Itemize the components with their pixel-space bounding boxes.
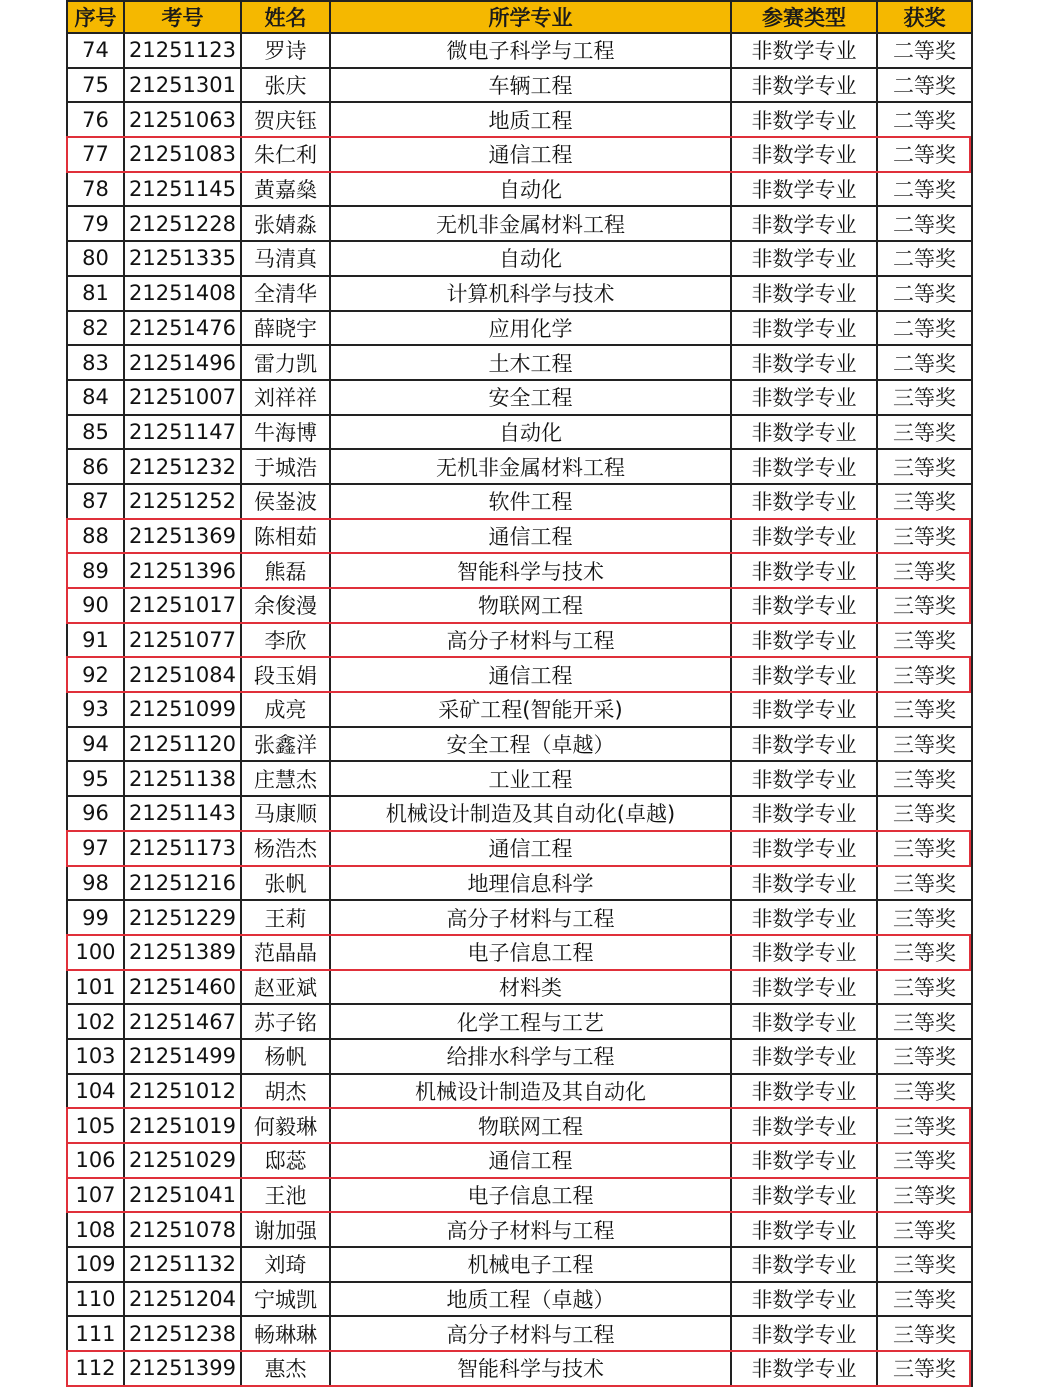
cell-major: 高分子材料与工程 xyxy=(330,1316,731,1351)
cell-id: 21251120 xyxy=(124,727,241,762)
cell-award: 三等奖 xyxy=(877,1039,972,1074)
table-row xyxy=(67,68,972,103)
cell-major: 物联网工程 xyxy=(330,1108,731,1143)
cell-no: 105 xyxy=(67,1108,124,1143)
cell-award: 三等奖 xyxy=(877,1004,972,1039)
cell-name: 罗诗 xyxy=(241,33,330,68)
cell-award: 三等奖 xyxy=(877,727,972,762)
cell-award: 三等奖 xyxy=(877,1074,972,1109)
cell-award: 二等奖 xyxy=(877,33,972,68)
cell-name: 马康顺 xyxy=(241,796,330,831)
header-type: 参赛类型 xyxy=(731,1,877,33)
cell-no: 79 xyxy=(67,206,124,241)
header-id: 考号 xyxy=(124,1,241,33)
cell-type: 非数学专业 xyxy=(731,519,877,554)
cell-no: 109 xyxy=(67,1247,124,1282)
cell-major: 无机非金属材料工程 xyxy=(330,206,731,241)
cell-name: 庄慧杰 xyxy=(241,761,330,796)
cell-major: 自动化 xyxy=(330,415,731,450)
cell-type: 非数学专业 xyxy=(731,1351,877,1386)
cell-name: 张鑫洋 xyxy=(241,727,330,762)
table-row xyxy=(67,727,972,762)
cell-award: 三等奖 xyxy=(877,519,972,554)
cell-major: 无机非金属材料工程 xyxy=(330,449,731,484)
cell-no: 90 xyxy=(67,588,124,623)
cell-name: 马清真 xyxy=(241,241,330,276)
cell-type: 非数学专业 xyxy=(731,276,877,311)
cell-major: 自动化 xyxy=(330,241,731,276)
table-row xyxy=(67,345,972,380)
cell-name: 刘琦 xyxy=(241,1247,330,1282)
cell-no: 110 xyxy=(67,1282,124,1317)
table-row xyxy=(67,553,972,588)
cell-id: 21251216 xyxy=(124,866,241,901)
cell-id: 21251369 xyxy=(124,519,241,554)
cell-id: 21251232 xyxy=(124,449,241,484)
table-row xyxy=(67,241,972,276)
table-row xyxy=(67,137,972,172)
cell-no: 102 xyxy=(67,1004,124,1039)
table-row xyxy=(67,172,972,207)
cell-type: 非数学专业 xyxy=(731,311,877,346)
cell-no: 88 xyxy=(67,519,124,554)
cell-type: 非数学专业 xyxy=(731,553,877,588)
cell-id: 21251173 xyxy=(124,831,241,866)
table-row xyxy=(67,1108,972,1143)
cell-type: 非数学专业 xyxy=(731,1108,877,1143)
cell-major: 通信工程 xyxy=(330,137,731,172)
cell-id: 21251399 xyxy=(124,1351,241,1386)
table-row xyxy=(67,970,972,1005)
cell-award: 三等奖 xyxy=(877,657,972,692)
cell-type: 非数学专业 xyxy=(731,866,877,901)
cell-major: 智能科学与技术 xyxy=(330,1351,731,1386)
cell-type: 非数学专业 xyxy=(731,1247,877,1282)
cell-type: 非数学专业 xyxy=(731,692,877,727)
table-row xyxy=(67,484,972,519)
table-row xyxy=(67,1247,972,1282)
cell-id: 21251476 xyxy=(124,311,241,346)
cell-major: 应用化学 xyxy=(330,311,731,346)
cell-award: 三等奖 xyxy=(877,831,972,866)
table-row xyxy=(67,866,972,901)
cell-award: 二等奖 xyxy=(877,102,972,137)
cell-name: 范晶晶 xyxy=(241,935,330,970)
cell-award: 二等奖 xyxy=(877,276,972,311)
cell-no: 81 xyxy=(67,276,124,311)
cell-id: 21251099 xyxy=(124,692,241,727)
cell-name: 杨帆 xyxy=(241,1039,330,1074)
cell-id: 21251145 xyxy=(124,172,241,207)
cell-no: 104 xyxy=(67,1074,124,1109)
cell-name: 薛晓宇 xyxy=(241,311,330,346)
cell-name: 李欣 xyxy=(241,623,330,658)
cell-id: 21251084 xyxy=(124,657,241,692)
cell-type: 非数学专业 xyxy=(731,172,877,207)
cell-major: 电子信息工程 xyxy=(330,935,731,970)
cell-no: 77 xyxy=(67,137,124,172)
cell-name: 畅琳琳 xyxy=(241,1316,330,1351)
cell-major: 材料类 xyxy=(330,970,731,1005)
cell-major: 高分子材料与工程 xyxy=(330,1212,731,1247)
table-row xyxy=(67,935,972,970)
table-row xyxy=(67,449,972,484)
cell-no: 106 xyxy=(67,1143,124,1178)
cell-major: 通信工程 xyxy=(330,519,731,554)
table-row xyxy=(67,33,972,68)
cell-type: 非数学专业 xyxy=(731,1004,877,1039)
cell-award: 三等奖 xyxy=(877,449,972,484)
header-name: 姓名 xyxy=(241,1,330,33)
cell-name: 王莉 xyxy=(241,900,330,935)
cell-major: 地理信息科学 xyxy=(330,866,731,901)
cell-type: 非数学专业 xyxy=(731,1074,877,1109)
cell-major: 通信工程 xyxy=(330,1143,731,1178)
cell-award: 三等奖 xyxy=(877,623,972,658)
cell-no: 84 xyxy=(67,380,124,415)
cell-id: 21251077 xyxy=(124,623,241,658)
cell-award: 三等奖 xyxy=(877,935,972,970)
cell-name: 胡杰 xyxy=(241,1074,330,1109)
cell-award: 三等奖 xyxy=(877,1108,972,1143)
cell-no: 96 xyxy=(67,796,124,831)
table-row xyxy=(67,1039,972,1074)
cell-award: 三等奖 xyxy=(877,553,972,588)
cell-id: 21251078 xyxy=(124,1212,241,1247)
cell-major: 地质工程 xyxy=(330,102,731,137)
awards-table xyxy=(66,0,973,1387)
cell-award: 三等奖 xyxy=(877,484,972,519)
cell-id: 21251496 xyxy=(124,345,241,380)
cell-id: 21251019 xyxy=(124,1108,241,1143)
cell-type: 非数学专业 xyxy=(731,415,877,450)
cell-no: 108 xyxy=(67,1212,124,1247)
cell-major: 化学工程与工艺 xyxy=(330,1004,731,1039)
cell-name: 余俊漫 xyxy=(241,588,330,623)
cell-name: 熊磊 xyxy=(241,553,330,588)
cell-no: 82 xyxy=(67,311,124,346)
cell-id: 21251147 xyxy=(124,415,241,450)
cell-no: 93 xyxy=(67,692,124,727)
cell-type: 非数学专业 xyxy=(731,137,877,172)
cell-id: 21251238 xyxy=(124,1316,241,1351)
cell-no: 86 xyxy=(67,449,124,484)
header-major: 所学专业 xyxy=(330,1,731,33)
table-row xyxy=(67,1074,972,1109)
cell-major: 地质工程（卓越） xyxy=(330,1282,731,1317)
cell-major: 物联网工程 xyxy=(330,588,731,623)
table-row xyxy=(67,1316,972,1351)
cell-name: 惠杰 xyxy=(241,1351,330,1386)
cell-award: 三等奖 xyxy=(877,1247,972,1282)
table-row xyxy=(67,692,972,727)
cell-no: 101 xyxy=(67,970,124,1005)
cell-type: 非数学专业 xyxy=(731,1143,877,1178)
cell-award: 二等奖 xyxy=(877,137,972,172)
cell-no: 85 xyxy=(67,415,124,450)
cell-no: 80 xyxy=(67,241,124,276)
table-row xyxy=(67,206,972,241)
cell-award: 三等奖 xyxy=(877,970,972,1005)
cell-no: 87 xyxy=(67,484,124,519)
cell-no: 111 xyxy=(67,1316,124,1351)
cell-name: 段玉娟 xyxy=(241,657,330,692)
cell-major: 高分子材料与工程 xyxy=(330,900,731,935)
cell-name: 邸蕊 xyxy=(241,1143,330,1178)
cell-id: 21251143 xyxy=(124,796,241,831)
cell-name: 黄嘉燊 xyxy=(241,172,330,207)
cell-award: 二等奖 xyxy=(877,68,972,103)
cell-name: 张庆 xyxy=(241,68,330,103)
cell-name: 牛海博 xyxy=(241,415,330,450)
cell-no: 76 xyxy=(67,102,124,137)
cell-award: 三等奖 xyxy=(877,796,972,831)
cell-award: 三等奖 xyxy=(877,1351,972,1386)
table-row xyxy=(67,900,972,935)
cell-type: 非数学专业 xyxy=(731,68,877,103)
cell-id: 21251017 xyxy=(124,588,241,623)
cell-major: 电子信息工程 xyxy=(330,1178,731,1213)
cell-award: 三等奖 xyxy=(877,415,972,450)
cell-major: 土木工程 xyxy=(330,345,731,380)
table-header-row xyxy=(67,1,972,33)
cell-no: 103 xyxy=(67,1039,124,1074)
cell-type: 非数学专业 xyxy=(731,935,877,970)
cell-id: 21251132 xyxy=(124,1247,241,1282)
cell-id: 21251467 xyxy=(124,1004,241,1039)
cell-type: 非数学专业 xyxy=(731,380,877,415)
cell-major: 采矿工程(智能开采) xyxy=(330,692,731,727)
cell-major: 安全工程（卓越） xyxy=(330,727,731,762)
cell-award: 三等奖 xyxy=(877,1212,972,1247)
header-award: 获奖 xyxy=(877,1,972,33)
cell-award: 三等奖 xyxy=(877,380,972,415)
cell-no: 99 xyxy=(67,900,124,935)
cell-type: 非数学专业 xyxy=(731,761,877,796)
table-row xyxy=(67,1282,972,1317)
cell-name: 全清华 xyxy=(241,276,330,311)
table-row xyxy=(67,588,972,623)
cell-award: 三等奖 xyxy=(877,866,972,901)
cell-major: 机械设计制造及其自动化 xyxy=(330,1074,731,1109)
cell-award: 三等奖 xyxy=(877,692,972,727)
cell-name: 苏子铭 xyxy=(241,1004,330,1039)
table-row xyxy=(67,657,972,692)
cell-id: 21251460 xyxy=(124,970,241,1005)
cell-no: 94 xyxy=(67,727,124,762)
cell-major: 机械电子工程 xyxy=(330,1247,731,1282)
cell-no: 91 xyxy=(67,623,124,658)
cell-major: 工业工程 xyxy=(330,761,731,796)
cell-award: 三等奖 xyxy=(877,1316,972,1351)
cell-type: 非数学专业 xyxy=(731,484,877,519)
cell-type: 非数学专业 xyxy=(731,241,877,276)
table-row xyxy=(67,1351,972,1386)
cell-id: 21251204 xyxy=(124,1282,241,1317)
cell-type: 非数学专业 xyxy=(731,796,877,831)
cell-type: 非数学专业 xyxy=(731,1178,877,1213)
cell-type: 非数学专业 xyxy=(731,623,877,658)
cell-type: 非数学专业 xyxy=(731,970,877,1005)
cell-award: 二等奖 xyxy=(877,206,972,241)
table-row xyxy=(67,1178,972,1213)
cell-major: 机械设计制造及其自动化(卓越) xyxy=(330,796,731,831)
cell-name: 侯崟波 xyxy=(241,484,330,519)
table-row xyxy=(67,623,972,658)
cell-type: 非数学专业 xyxy=(731,588,877,623)
cell-name: 谢加强 xyxy=(241,1212,330,1247)
cell-id: 21251389 xyxy=(124,935,241,970)
cell-id: 21251252 xyxy=(124,484,241,519)
cell-id: 21251138 xyxy=(124,761,241,796)
cell-name: 朱仁利 xyxy=(241,137,330,172)
cell-no: 112 xyxy=(67,1351,124,1386)
cell-id: 21251063 xyxy=(124,102,241,137)
cell-id: 21251228 xyxy=(124,206,241,241)
cell-major: 计算机科学与技术 xyxy=(330,276,731,311)
cell-no: 97 xyxy=(67,831,124,866)
cell-award: 二等奖 xyxy=(877,172,972,207)
table-body xyxy=(67,33,972,1386)
cell-id: 21251229 xyxy=(124,900,241,935)
cell-type: 非数学专业 xyxy=(731,1212,877,1247)
cell-major: 自动化 xyxy=(330,172,731,207)
cell-name: 赵亚斌 xyxy=(241,970,330,1005)
table-row xyxy=(67,519,972,554)
cell-no: 98 xyxy=(67,866,124,901)
cell-id: 21251029 xyxy=(124,1143,241,1178)
cell-award: 二等奖 xyxy=(877,241,972,276)
cell-no: 75 xyxy=(67,68,124,103)
cell-type: 非数学专业 xyxy=(731,449,877,484)
table-row xyxy=(67,1143,972,1178)
cell-major: 通信工程 xyxy=(330,657,731,692)
cell-name: 王池 xyxy=(241,1178,330,1213)
cell-type: 非数学专业 xyxy=(731,1316,877,1351)
cell-no: 89 xyxy=(67,553,124,588)
cell-type: 非数学专业 xyxy=(731,900,877,935)
table-row xyxy=(67,1212,972,1247)
cell-type: 非数学专业 xyxy=(731,345,877,380)
cell-major: 智能科学与技术 xyxy=(330,553,731,588)
cell-type: 非数学专业 xyxy=(731,1282,877,1317)
cell-award: 三等奖 xyxy=(877,588,972,623)
table-row xyxy=(67,831,972,866)
header-no: 序号 xyxy=(67,1,124,33)
cell-no: 107 xyxy=(67,1178,124,1213)
cell-award: 三等奖 xyxy=(877,900,972,935)
table-row xyxy=(67,415,972,450)
cell-id: 21251007 xyxy=(124,380,241,415)
cell-name: 成亮 xyxy=(241,692,330,727)
cell-no: 92 xyxy=(67,657,124,692)
cell-name: 贺庆钰 xyxy=(241,102,330,137)
cell-name: 张婧淼 xyxy=(241,206,330,241)
cell-no: 74 xyxy=(67,33,124,68)
cell-type: 非数学专业 xyxy=(731,727,877,762)
table-row xyxy=(67,311,972,346)
cell-name: 张帆 xyxy=(241,866,330,901)
cell-major: 高分子材料与工程 xyxy=(330,623,731,658)
cell-name: 于城浩 xyxy=(241,449,330,484)
cell-id: 21251123 xyxy=(124,33,241,68)
cell-no: 78 xyxy=(67,172,124,207)
cell-id: 21251041 xyxy=(124,1178,241,1213)
cell-major: 通信工程 xyxy=(330,831,731,866)
table-row xyxy=(67,761,972,796)
cell-type: 非数学专业 xyxy=(731,33,877,68)
cell-name: 刘祥祥 xyxy=(241,380,330,415)
cell-id: 21251499 xyxy=(124,1039,241,1074)
table-row xyxy=(67,796,972,831)
cell-major: 安全工程 xyxy=(330,380,731,415)
cell-award: 三等奖 xyxy=(877,1282,972,1317)
cell-no: 83 xyxy=(67,345,124,380)
cell-id: 21251301 xyxy=(124,68,241,103)
cell-id: 21251335 xyxy=(124,241,241,276)
cell-name: 陈相茹 xyxy=(241,519,330,554)
cell-award: 二等奖 xyxy=(877,345,972,380)
table-row xyxy=(67,102,972,137)
cell-id: 21251083 xyxy=(124,137,241,172)
cell-no: 95 xyxy=(67,761,124,796)
cell-type: 非数学专业 xyxy=(731,1039,877,1074)
cell-id: 21251408 xyxy=(124,276,241,311)
cell-type: 非数学专业 xyxy=(731,206,877,241)
cell-type: 非数学专业 xyxy=(731,657,877,692)
cell-major: 微电子科学与工程 xyxy=(330,33,731,68)
cell-major: 车辆工程 xyxy=(330,68,731,103)
cell-type: 非数学专业 xyxy=(731,831,877,866)
cell-id: 21251396 xyxy=(124,553,241,588)
table-row xyxy=(67,1004,972,1039)
cell-award: 三等奖 xyxy=(877,1143,972,1178)
cell-name: 宁城凯 xyxy=(241,1282,330,1317)
table-row xyxy=(67,276,972,311)
table-row xyxy=(67,380,972,415)
cell-no: 100 xyxy=(67,935,124,970)
cell-major: 软件工程 xyxy=(330,484,731,519)
cell-award: 三等奖 xyxy=(877,1178,972,1213)
cell-award: 二等奖 xyxy=(877,311,972,346)
cell-name: 雷力凯 xyxy=(241,345,330,380)
cell-award: 三等奖 xyxy=(877,761,972,796)
cell-name: 杨浩杰 xyxy=(241,831,330,866)
cell-type: 非数学专业 xyxy=(731,102,877,137)
cell-major: 给排水科学与工程 xyxy=(330,1039,731,1074)
cell-name: 何毅琳 xyxy=(241,1108,330,1143)
cell-id: 21251012 xyxy=(124,1074,241,1109)
